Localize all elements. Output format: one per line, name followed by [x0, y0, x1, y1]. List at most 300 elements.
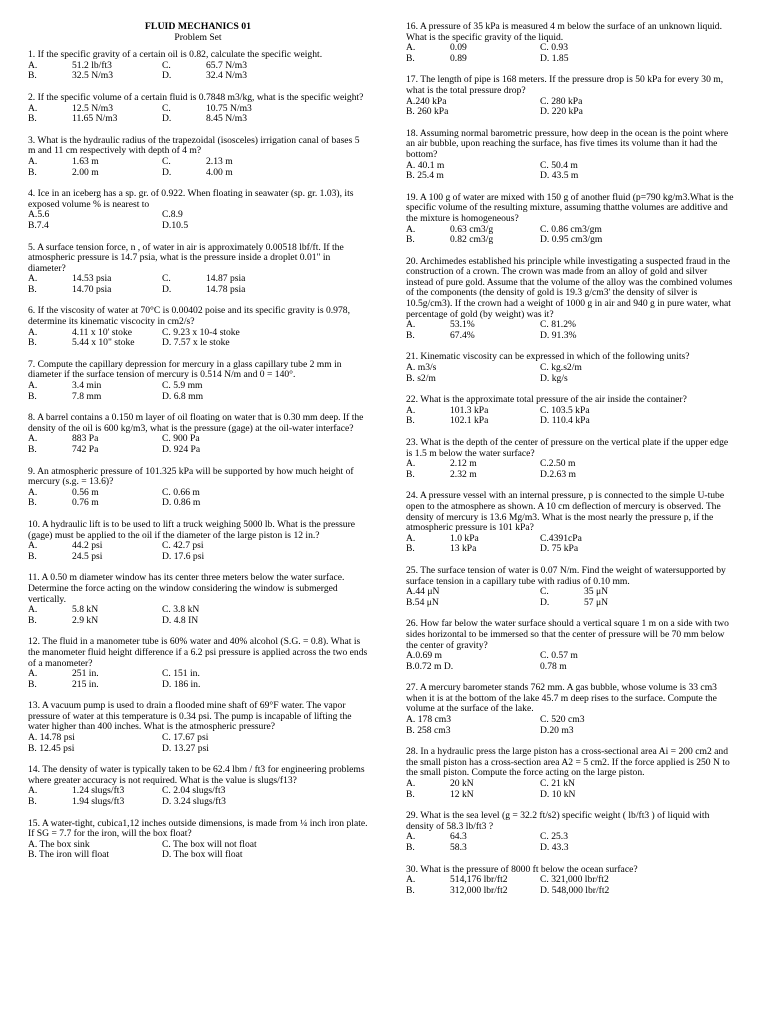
answer-choices-row	[406, 598, 736, 609]
answer-choice-text: A.	[28, 102, 38, 114]
question-stem: 21. Kinematic viscosity can be expressed in which of the following units?	[406, 351, 690, 363]
answer-choice-text: 0.09	[450, 42, 467, 54]
answer-choices-row	[406, 843, 736, 854]
answer-choice-text: B.	[28, 337, 37, 349]
answer-choice-text: D. 186 in.	[162, 678, 201, 690]
answer-choices-row	[28, 498, 368, 509]
answer-choice-text	[638, 875, 736, 886]
answer-choice-text: C. 9.23 x 10-4 stoke	[162, 326, 240, 338]
answer-choice-text	[265, 552, 368, 563]
answer-choice-text: D. 75 kPa	[540, 543, 579, 555]
question-item	[28, 50, 368, 82]
answer-choice-text: B.	[406, 415, 415, 427]
answer-choice-text: B.	[406, 468, 415, 480]
answer-choice-text: 4.00 m	[206, 166, 233, 178]
answer-choice-text: A.	[406, 319, 416, 331]
document-header	[48, 22, 348, 43]
question-stem: 7. Compute the capillary depression for mercury in a glass capillary tube 2 mm in diameter if the surface tension of mercury is 0.514 N/m and 0 = 140°.	[28, 358, 342, 381]
answer-choice-text: 64.3	[450, 831, 467, 843]
answer-choice-text	[265, 445, 368, 456]
answer-choice-text: B.	[28, 70, 37, 82]
answer-choice-text: B.	[406, 884, 415, 896]
answer-choice-text: 4.11 x 10' stoke	[72, 326, 132, 338]
answer-choices-row	[28, 210, 368, 221]
answer-choice-text	[265, 850, 368, 861]
answer-choice-text	[638, 406, 736, 417]
question-item	[406, 257, 736, 342]
answer-choice-text	[265, 605, 368, 616]
answer-choice-text: D. 924 Pa	[162, 444, 201, 455]
question-stem: 1. If the specific gravity of a certain oil is 0.82, calculate the specific weight.	[28, 49, 323, 61]
question-stem: 26. How far below the water surface should a vertical square 1 m on a side with two sides horizontal to be immersed so that the center of pressure will be 70 mm below the center of gravity?	[406, 618, 729, 651]
answer-choice-text: B. 25.4 m	[406, 170, 444, 182]
answer-choice-text: D.	[540, 596, 550, 608]
answer-choice-text: 14.87 psia	[206, 273, 246, 285]
answer-choice-text: 32.4 N/m3	[206, 70, 248, 82]
answer-choices-row	[28, 680, 368, 691]
answer-choice-text: 20 kN	[450, 778, 474, 790]
answer-choice-text: 883 Pa	[72, 433, 99, 445]
answer-choices-row	[28, 616, 368, 627]
question-stem: 29. What is the sea level (g = 32.2 ft/s2) specific weight ( lb/ft3 ) of liquid with density of 58.3 lb/ft3 ?	[406, 810, 710, 832]
answer-choice-text	[638, 43, 736, 54]
answer-choice-text: D. 0.86 m	[162, 497, 201, 509]
question-stem: 23. What is the depth of the center of pressure on the vertical plate if the upper edge is 1.5 m below the water surface?	[406, 437, 729, 459]
answer-choice-text: B.	[28, 444, 37, 455]
question-item	[28, 467, 368, 509]
answer-choice-text: 44.2 psi	[72, 540, 103, 552]
answer-choice-text	[265, 338, 368, 349]
answer-choices-row	[406, 331, 736, 342]
answer-choice-text: C.	[540, 586, 549, 598]
answer-choice-text	[638, 459, 736, 470]
answer-choices-row	[28, 850, 368, 861]
answer-choice-text: D.10.5	[162, 219, 189, 231]
answer-choices-row	[406, 587, 736, 598]
answer-choice-text: A.	[28, 433, 38, 445]
answer-choice-text: D. 548,000 lbr/ft2	[540, 884, 610, 896]
question-item	[406, 491, 736, 555]
answer-choice-text	[265, 210, 368, 221]
answer-choices-row	[28, 168, 368, 179]
answer-choice-text: D. 220 kPa	[540, 106, 583, 118]
answer-choice-text	[265, 392, 368, 403]
question-item	[406, 683, 736, 736]
answer-choice-text: 12 kN	[450, 788, 474, 800]
answer-choice-text: 0.63 cm3/g	[450, 223, 494, 235]
answer-choice-text: C.	[162, 102, 171, 114]
answer-choices-row	[28, 221, 368, 232]
answer-choice-text: A. 14.78 psi	[28, 732, 75, 744]
answer-choice-text: C.	[162, 155, 171, 167]
question-stem: 10. A hydraulic lift is to be used to lift a truck weighing 5000 lb. What is the pressure (gage) must be applied to the oil if the diameter of the large piston is 12 in.?	[28, 518, 356, 541]
answer-choice-text: C. 50.4 m	[540, 159, 578, 171]
answer-choice-text: C.8.9	[162, 209, 183, 221]
answer-choice-text: 0.82 cm3/g	[450, 234, 494, 246]
answer-choice-text	[638, 416, 736, 427]
answer-choice-text: 12.5 N/m3	[72, 102, 114, 114]
answer-choices-row	[406, 363, 736, 374]
answer-choice-text: A. m3/s	[406, 362, 437, 374]
question-stem: 12. The fluid in a manometer tube is 60% water and 40% alcohol (S.G. = 0.8). What is the manometer fluid height difference if a 6.2 psi pressure is applied across the two ends of a manometer?	[28, 636, 368, 669]
answer-choice-text: A. 40.1 m	[406, 159, 445, 171]
answer-choice-text: C. 900 Pa	[162, 433, 200, 445]
question-item	[28, 360, 368, 402]
answer-choice-text	[638, 651, 736, 662]
answer-choice-text: B.	[28, 166, 37, 178]
answer-choice-text	[265, 381, 368, 392]
answer-choice-text: D. kg/s	[540, 372, 568, 384]
answer-choice-text	[265, 797, 368, 808]
answer-choice-text	[638, 470, 736, 481]
answer-choice-text: 24.5 psi	[72, 550, 103, 562]
question-item	[406, 75, 736, 117]
answer-choice-text: 251 in.	[72, 668, 99, 680]
answer-choice-text: 32.5 N/m3	[72, 70, 114, 82]
answer-choice-text: 10.75 N/m3	[206, 102, 252, 114]
answer-choice-text: C. 81.2%	[540, 319, 576, 331]
answer-choice-text: 0.78 m	[540, 660, 567, 672]
answer-choice-text: 2.32 m	[450, 468, 477, 480]
answer-choices-row	[406, 790, 736, 801]
answer-choice-text: A.	[28, 155, 38, 167]
question-item	[28, 306, 368, 348]
answer-choices-row	[28, 392, 368, 403]
answer-choice-text: A.	[406, 874, 416, 886]
left-column	[28, 22, 368, 872]
answer-choices-row	[406, 107, 736, 118]
answer-choice-text	[265, 328, 368, 339]
answer-choice-text	[265, 680, 368, 691]
answer-choice-text: 5.8 kN	[72, 604, 99, 616]
answer-choice-text	[638, 107, 736, 118]
answer-choice-text: 1.94 slugs/ft3	[72, 796, 125, 808]
answer-choice-text	[265, 616, 368, 627]
question-stem: 2. If the specific volume of a certain fluid is 0.7848 m3/kg, what is the specific weight?	[28, 91, 364, 103]
question-stem: 27. A mercury barometer stands 762 mm. A gas bubble, whose volume is 33 cm3 when it is at the bottom of the lake 45.7 m deep rises to the surface. Compute the volume at the surface of the lake.	[406, 682, 717, 715]
answer-choice-text: A.	[28, 380, 38, 392]
answer-choice-text: D. 10 kN	[540, 788, 576, 800]
answer-choice-text	[638, 331, 736, 342]
answer-choice-text: 5.44 x 10" stoke	[72, 337, 135, 349]
answer-choice-text: A.	[28, 785, 38, 797]
question-item	[406, 811, 736, 853]
document-title: FLUID MECHANICS 01	[144, 21, 252, 32]
answer-choice-text: A.	[28, 604, 38, 616]
answer-choice-text	[638, 320, 736, 331]
answer-choice-text: D.	[162, 113, 172, 125]
answer-choice-text: D. 7.57 x le stoke	[162, 337, 230, 349]
answer-choice-text: 0.89	[450, 52, 467, 64]
answer-choice-text: B. 258 cm3	[406, 724, 451, 736]
answer-choice-text: C. 25.3	[540, 831, 568, 843]
answer-choice-text: D. 110.4 kPa	[540, 415, 590, 427]
answer-choice-text: C. The box will not float	[162, 838, 257, 850]
answer-choice-text	[638, 832, 736, 843]
answer-choice-text: A. 178 cm3	[406, 714, 452, 726]
question-item	[28, 637, 368, 690]
answer-choice-text: B.	[406, 788, 415, 800]
answer-choice-text: A.	[406, 404, 416, 416]
question-stem: 13. A vacuum pump is used to drain a flooded mine shaft of 69°F water. The vapor pressure of water at this temperature is 0.34 psi. The pump is incapable of lifting the water higher than 400 inches. What is the atmospheric pressure?	[28, 700, 352, 733]
answer-choices-row	[28, 744, 368, 755]
answer-choice-text: 2.00 m	[72, 166, 99, 178]
document-subtitle: Problem Set	[174, 31, 222, 43]
answer-choice-text	[638, 97, 736, 108]
answer-choice-text: B.	[28, 550, 37, 562]
question-item	[28, 243, 368, 296]
answer-choice-text	[638, 225, 736, 236]
answer-choice-text: B.	[406, 52, 415, 64]
answer-choices-row	[406, 544, 736, 555]
question-item	[406, 865, 736, 897]
answer-choice-text	[265, 786, 368, 797]
question-stem: 15. A water-tight, cubica1,12 inches outside dimensions, is made from ¼ inch iron plate. If SG = 7.7 for the iron, will the box float?	[28, 817, 368, 840]
answer-choice-text: B.	[28, 678, 37, 690]
question-stem: 5. A surface tension force, n , of water in air is approximately 0.00518 lbf/ft. If the atmospheric pressure is 14.7 psia, what is the pressure inside a droplet 0.01" in diameter?	[28, 241, 344, 274]
answer-choices-row	[28, 285, 368, 296]
answer-choice-text: D. 43.5 m	[540, 170, 579, 182]
answer-choice-text: D. 1.85	[540, 52, 569, 64]
answer-choice-text: A.44 μN	[406, 586, 440, 598]
answer-choice-text	[638, 886, 736, 897]
answer-choice-text	[638, 534, 736, 545]
question-stem: 18. Assuming normal barometric pressure, how deep in the ocean is the point where an air bubble, upon reaching the surface, has five times its volume than it had the bottom?	[406, 127, 729, 160]
answer-choice-text: C. kg.s2/m	[540, 362, 582, 374]
answer-choices-row	[28, 797, 368, 808]
answer-choice-text: 8.45 N/m3	[206, 113, 248, 125]
answer-choice-text: 67.4%	[450, 329, 475, 341]
answer-choice-text: B.	[406, 543, 415, 555]
answer-choice-text	[265, 498, 368, 509]
answer-choices-row	[406, 235, 736, 246]
answer-choice-text: D. 4.8 IN	[162, 614, 199, 626]
answer-choice-text: 312,000 lbr/ft2	[450, 884, 508, 896]
answer-choice-text: B.0.72 m D.	[406, 660, 454, 672]
answer-choice-text: B.	[406, 329, 415, 341]
question-item	[28, 520, 368, 562]
answer-choice-text: D.	[162, 283, 172, 295]
answer-choice-text: B.	[28, 796, 37, 808]
question-stem: 9. An atmospheric pressure of 101.325 kPa will be supported by how much height of mercury (s.g. = 13.6)?	[28, 465, 354, 488]
answer-choices-row	[406, 374, 736, 385]
answer-choice-text: 14.78 psia	[206, 283, 246, 295]
answer-choice-text	[638, 363, 736, 374]
question-stem: 24. A pressure vessel with an internal pressure, p is connected to the simple U-tube open to the atmosphere as shown. A 10 cm deflection of mercury is observed. The density of mercury is 13.6 Mg/m3. What is the most nearly the pressure p, if the atmospheric pressure is 101 kPa?	[406, 490, 725, 534]
answer-choices-row	[406, 886, 736, 897]
answer-choice-text: B.	[28, 497, 37, 509]
answer-choice-text	[638, 171, 736, 182]
answer-choice-text: A.240 kPa	[406, 95, 447, 107]
answer-choice-text: 0.56 m	[72, 486, 99, 498]
answer-choices-row	[406, 171, 736, 182]
question-list-right	[406, 22, 736, 896]
answer-choice-text	[265, 221, 368, 232]
answer-choice-text: 65.7 N/m3	[206, 59, 248, 71]
answer-choice-text: C. 103.5 kPa	[540, 404, 590, 416]
answer-choices-row	[406, 54, 736, 65]
answer-choices-row	[406, 662, 736, 673]
answer-choice-text: A.	[406, 532, 416, 544]
question-item	[406, 438, 736, 480]
answer-choices-row	[28, 552, 368, 563]
question-stem: 17. The length of pipe is 168 meters. If the pressure drop is 50 kPa for every 30 m, what is the total pressure drop?	[406, 74, 724, 96]
answer-choice-text: D. 6.8 mm	[162, 390, 204, 402]
answer-choice-text: D.	[162, 70, 172, 82]
answer-choice-text: B. 12.45 psi	[28, 742, 75, 754]
answer-choice-text	[638, 374, 736, 385]
question-item	[28, 573, 368, 626]
answer-choice-text: C. 280 kPa	[540, 95, 583, 107]
answer-choice-text: C. 0.57 m	[540, 650, 578, 662]
right-column	[406, 22, 736, 907]
answer-choice-text	[638, 779, 736, 790]
answer-choice-text: A.	[28, 668, 38, 680]
answer-choice-text: B.7.4	[28, 219, 49, 231]
answer-choice-text: 57 μN	[584, 596, 609, 608]
answer-choice-text: 3.4 min	[72, 380, 102, 392]
question-item	[28, 189, 368, 231]
answer-choice-text: D. 43.3	[540, 842, 569, 853]
answer-choice-text: A.	[406, 778, 416, 790]
answer-choice-text	[638, 161, 736, 172]
answer-choice-text: C. 21 kN	[540, 778, 575, 790]
answer-choice-text	[638, 544, 736, 555]
answer-choice-text: B. s2/m	[406, 372, 436, 384]
question-item	[406, 619, 736, 672]
answer-choice-text: 7.8 mm	[72, 390, 102, 402]
question-stem: 30. What is the pressure of 8000 ft below the ocean surface?	[406, 863, 638, 875]
answer-choice-text: 514,176 lbr/ft2	[450, 874, 508, 886]
answer-choice-text: A.	[28, 273, 38, 285]
answer-choice-text: A.	[406, 223, 416, 235]
answer-choice-text: B.	[28, 390, 37, 402]
answer-choice-text: C. 0.66 m	[162, 486, 200, 498]
answer-choice-text: B.54 μN	[406, 596, 439, 608]
answer-choice-text	[265, 669, 368, 680]
answer-choices-row	[406, 416, 736, 427]
answer-choices-row	[406, 470, 736, 481]
question-item	[28, 413, 368, 455]
answer-choice-text: A.	[406, 42, 416, 54]
answer-choice-text: C. 0.86 cm3/gm	[540, 223, 602, 235]
answer-choices-row	[28, 157, 368, 168]
question-stem: 11. A 0.50 m diameter window has its center three meters below the water surface. Determine the force acting on the window considering the window is submerged vertically.	[28, 572, 345, 605]
answer-choice-text: 742 Pa	[72, 444, 99, 455]
answer-choice-text	[265, 840, 368, 851]
answer-choice-text: C. 151 in.	[162, 668, 200, 680]
question-list-left	[28, 50, 368, 861]
answer-choice-text	[638, 662, 736, 673]
answer-choice-text	[638, 790, 736, 801]
answer-choice-text: C. 42.7 psi	[162, 540, 204, 552]
answer-choice-text: 1.63 m	[72, 155, 99, 167]
answer-choice-text: 14.53 psia	[72, 273, 112, 285]
answer-choice-text: C. 5.9 mm	[162, 380, 203, 392]
question-item	[406, 129, 736, 182]
answer-choice-text: D. 13.27 psi	[162, 742, 209, 754]
answer-choice-text: C.	[162, 273, 171, 285]
answer-choice-text: A.	[406, 831, 416, 843]
answer-choice-text: 101.3 kPa	[450, 404, 489, 416]
question-stem: 22. What is the approximate total pressure of the air inside the container?	[406, 394, 687, 406]
answer-choice-text: 2.13 m	[206, 155, 233, 167]
question-item	[28, 819, 368, 861]
answer-choice-text: A.0.69 m	[406, 650, 442, 662]
answer-choice-text: D. 17.6 psi	[162, 550, 205, 562]
answer-choice-text: 215 in.	[72, 678, 99, 690]
answer-choice-text: C. 0.93	[540, 42, 568, 54]
question-stem: 4. Ice in an iceberg has a sp. gr. of 0.922. When floating in seawater (sp. gr. 1.03), its exposed volume % is nearest to	[28, 188, 354, 210]
answer-choice-text	[265, 744, 368, 755]
question-item	[28, 93, 368, 125]
answer-choice-text: D. 3.24 slugs/ft3	[162, 796, 226, 808]
answer-choice-text	[265, 434, 368, 445]
question-item	[406, 22, 736, 64]
answer-choice-text: 1.0 kPa	[450, 532, 479, 544]
question-item	[28, 136, 368, 178]
answer-choice-text: D.2.63 m	[540, 468, 576, 480]
question-item	[406, 747, 736, 800]
answer-choice-text: 1.24 slugs/ft3	[72, 785, 125, 797]
question-item	[406, 193, 736, 246]
answer-choice-text	[638, 54, 736, 65]
answer-choice-text	[265, 488, 368, 499]
answer-choice-text: C. 520 cm3	[540, 714, 585, 726]
answer-choice-text: D. 0.95 cm3/gm	[540, 234, 603, 246]
answer-choice-text: 51.2 lb/ft3	[72, 59, 112, 71]
answer-choice-text: D.20 m3	[540, 724, 574, 736]
answer-choice-text: C. 2.04 slugs/ft3	[162, 785, 226, 797]
answer-choice-text: A. The box sink	[28, 838, 90, 850]
answer-choices-row	[28, 338, 368, 349]
answer-choice-text: D.	[162, 166, 172, 178]
answer-choice-text: A.	[28, 486, 38, 498]
answer-choice-text: B.	[28, 283, 37, 295]
answer-choice-text: 13 kPa	[450, 543, 477, 555]
answer-choice-text: 35 μN	[584, 586, 609, 598]
answer-choice-text	[638, 726, 736, 737]
answer-choice-text	[265, 733, 368, 744]
answer-choice-text: B.	[406, 234, 415, 246]
answer-choices-row	[406, 726, 736, 737]
answer-choice-text: D. The box will float	[162, 849, 243, 861]
answer-choice-text: B.	[406, 842, 415, 853]
answer-choices-row	[28, 445, 368, 456]
answer-choice-text	[265, 541, 368, 552]
answer-choice-text	[638, 843, 736, 854]
question-item	[28, 701, 368, 754]
answer-choice-text: 14.70 psia	[72, 283, 112, 295]
answer-choices-row	[406, 651, 736, 662]
answer-choice-text: B. The iron will float	[28, 849, 110, 861]
answer-choices-row	[28, 71, 368, 82]
answer-choice-text	[638, 715, 736, 726]
question-stem: 19. A 100 g of water are mixed with 150 g of another fluid (p=790 kg/m3.What is the specific volume of the resulting mixture, assuming thatthe volumes are additive and the mixture is homogeneous?	[406, 191, 734, 224]
answer-choice-text: 11.65 N/m3	[72, 113, 118, 125]
question-item	[406, 395, 736, 427]
question-stem: 20. Archimedes established his principle while investigating a suspected fraud in the construction of a crown. The crown was made from an alloy of gold and silver instead of pure gold. Assume that the volume of the alloy was the combined volumes of the components (the density of gold is 19.3 g/cm3' the density of silver is 10.5g/cm3). If the crown had a weight of 1000 g in air and 940 g in pure water, what percentage of gold (by weight) was it?	[406, 255, 733, 320]
answer-choice-text: A.	[28, 540, 38, 552]
answer-choice-text: 2.9 kN	[72, 614, 99, 626]
answer-choice-text: C. 17.67 psi	[162, 732, 209, 744]
answer-choice-text: C.2.50 m	[540, 458, 576, 470]
answer-choices-row	[28, 114, 368, 125]
answer-choice-text: C. 321,000 lbr/ft2	[540, 874, 609, 886]
question-stem: 14. The density of water is typically taken to be 62.4 lbm / ft3 for engineering problems where greater accuracy is not required. What is the value is slugs/f13?	[28, 764, 365, 786]
question-item	[406, 566, 736, 608]
answer-choice-text: B. 260 kPa	[406, 106, 449, 118]
